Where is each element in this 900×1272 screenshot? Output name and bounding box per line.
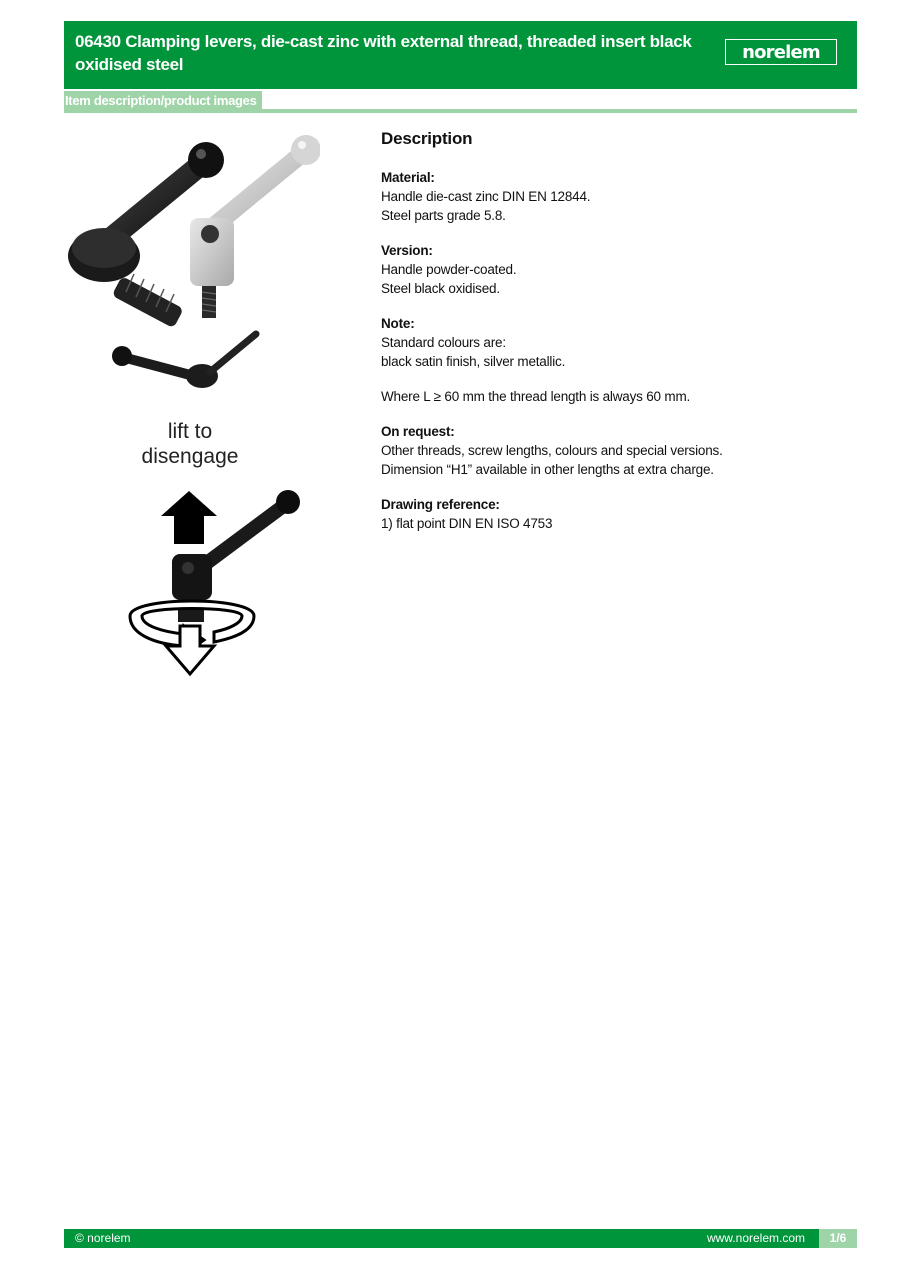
section-text-line: 1) flat point DIN EN ISO 4753 — [381, 516, 553, 531]
footer-copyright: © norelem — [75, 1231, 131, 1245]
caption-line-1: lift to — [167, 420, 213, 443]
footer-url-link[interactable]: www.norelem.com — [706, 1231, 805, 1245]
description-panel — [381, 128, 841, 549]
section-label-text: On request: — [381, 424, 455, 439]
logo-text: norelem — [742, 41, 820, 63]
section-text-line: Where L ≥ 60 mm the thread length is always 60 mm. — [381, 389, 691, 404]
section-text-line: Steel black oxidised. — [381, 281, 500, 296]
section-label: Item description/product images — [64, 91, 262, 111]
section-label-text: Material: — [381, 170, 435, 185]
section-text-line: Handle powder-coated. — [381, 262, 517, 277]
section-text-line: Standard colours are: — [381, 335, 506, 350]
section-text-line: Steel parts grade 5.8. — [381, 208, 506, 223]
description-section — [381, 241, 841, 298]
norelem-logo — [725, 39, 837, 65]
description-section — [381, 495, 841, 533]
header-bar — [64, 21, 857, 89]
product-photo — [64, 126, 320, 696]
description-section — [381, 168, 841, 225]
section-text-line: Dimension “H1” available in other lengths at extra charge. — [381, 462, 714, 477]
section-text-line: Handle die-cast zinc DIN EN 12844. — [381, 189, 591, 204]
description-section — [381, 314, 841, 371]
section-text-line: Other threads, screw lengths, colours and special versions. — [381, 443, 723, 458]
page-title: 06430 Clamping levers, die-cast zinc with external thread, threaded insert black oxidised steel — [75, 32, 692, 74]
description-section — [381, 387, 841, 406]
section-label-text: Note: — [381, 316, 415, 331]
description-section — [381, 422, 841, 479]
product-images — [64, 126, 320, 696]
caption-line-2: disengage — [141, 445, 239, 468]
footer-bar — [64, 1229, 857, 1248]
page-number: 1/6 — [819, 1229, 857, 1248]
section-label-text: Drawing reference: — [381, 497, 500, 512]
section-label-text: Version: — [381, 243, 433, 258]
section-text-line: black satin finish, silver metallic. — [381, 354, 566, 369]
description-sections — [381, 168, 841, 533]
description-heading: Description — [381, 129, 473, 148]
